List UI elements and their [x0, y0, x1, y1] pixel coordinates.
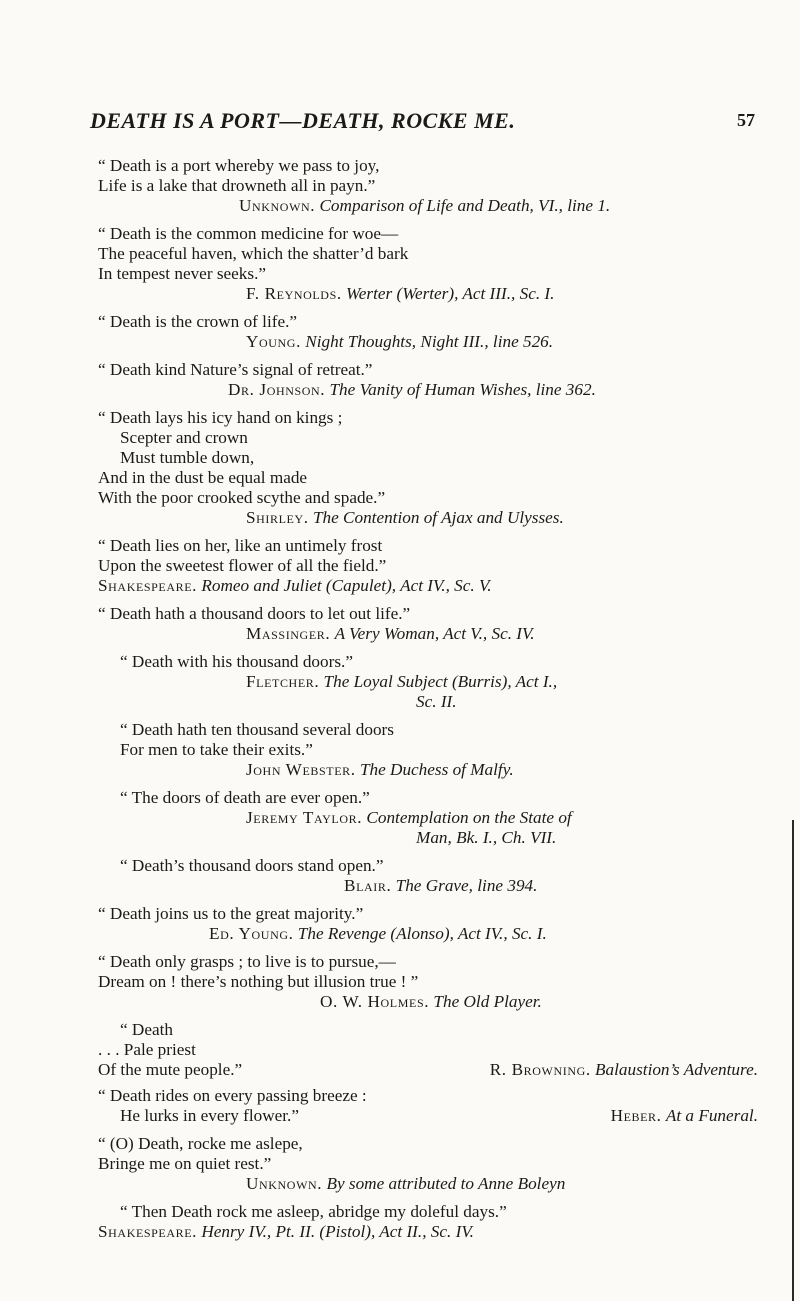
quote-line-with-attribution [98, 1060, 758, 1080]
author: F. Reynolds. [246, 284, 342, 303]
work-title: The Revenge (Alonso), Act IV., Sc. I. [297, 924, 547, 943]
quote-line: “ Death joins us to the great majority.” [98, 904, 364, 923]
author: Jeremy Taylor. [246, 808, 363, 827]
quote-line: He lurks in every flower.” [120, 1106, 299, 1125]
work-title: The Grave, line 394. [395, 876, 538, 895]
author: Ed. Young. [209, 924, 294, 943]
work-title: Romeo and Juliet (Capulet), Act IV., Sc. V. [201, 576, 492, 595]
author: Shirley. [246, 508, 309, 527]
work-title: The Old Player. [433, 992, 542, 1011]
quote-line: Must tumble down, [120, 448, 255, 467]
author: O. W. Holmes. [320, 992, 430, 1011]
quotation [98, 720, 758, 780]
author: John Webster. [246, 760, 356, 779]
attribution [98, 624, 758, 644]
quotation [98, 536, 758, 596]
quote-line: Scepter and crown [120, 428, 248, 447]
quotation [98, 788, 758, 848]
quote-line-with-attribution [98, 1106, 758, 1126]
quotation-list [98, 156, 758, 1250]
quote-line: For men to take their exits.” [120, 740, 313, 759]
quote-line: “ Death is the crown of life.” [98, 312, 298, 331]
work-title: Contemplation on the State of [366, 808, 572, 827]
quote-line: Dream on ! there’s nothing but illusion true ! ” [98, 972, 419, 991]
quotation [98, 224, 758, 304]
page-edge-shadow [792, 820, 794, 1301]
work-title-continued: Man, Bk. I., Ch. VII. [416, 828, 557, 847]
quote-line: “ Death is a port whereby we pass to joy, [98, 156, 380, 175]
quote-line: In tempest never seeks.” [98, 264, 266, 283]
work-title: Henry IV., Pt. II. (Pistol), Act II., Sc. IV. [201, 1222, 474, 1241]
attribution [98, 508, 758, 528]
attribution [98, 924, 758, 944]
quotation [98, 856, 758, 896]
quote-line: “ Death hath ten thousand several doors [120, 720, 394, 739]
attribution [98, 332, 758, 352]
work-title: By some attributed to Anne Boleyn [326, 1174, 566, 1193]
quote-line: “ (O) Death, rocke me aslepe, [98, 1134, 303, 1153]
quotation [98, 312, 758, 352]
running-title: DEATH IS A PORT—DEATH, ROCKE ME. [90, 108, 516, 133]
attribution [98, 760, 758, 780]
attribution [98, 672, 758, 692]
attribution [98, 196, 758, 216]
attribution [98, 808, 758, 828]
author: Young. [246, 332, 301, 351]
quotation [98, 604, 758, 644]
quotation [98, 904, 758, 944]
quote-line: And in the dust be equal made [98, 468, 308, 487]
quotation [98, 1202, 758, 1242]
quote-line: “ Then Death rock me asleep, abridge my doleful days.” [120, 1202, 507, 1221]
attribution [98, 576, 758, 596]
work-title: Night Thoughts, Night III., line 526. [305, 332, 554, 351]
work-title: Werter (Werter), Act III., Sc. I. [346, 284, 555, 303]
work-title: A Very Woman, Act V., Sc. IV. [334, 624, 535, 643]
attribution [98, 992, 758, 1012]
quote-line: “ Death rides on every passing breeze : [98, 1086, 367, 1105]
quote-line: Upon the sweetest flower of all the field.” [98, 556, 387, 575]
author: Heber. [610, 1106, 662, 1125]
attribution [611, 1106, 758, 1126]
quote-line: With the poor crooked scythe and spade.” [98, 488, 386, 507]
quotation [98, 360, 758, 400]
work-title: Comparison of Life and Death, VI., line 1. [319, 196, 611, 215]
page-number: 57 [737, 110, 755, 130]
attribution [98, 380, 758, 400]
author: Unknown. [246, 1174, 323, 1193]
quote-line: . . . Pale priest [98, 1040, 196, 1059]
attribution [98, 1174, 758, 1194]
quote-line: “ The doors of death are ever open.” [120, 788, 370, 807]
author: Shakespeare. [98, 1222, 198, 1241]
quote-line: “ Death [120, 1020, 173, 1039]
quote-line: “ Death hath a thousand doors to let out life.” [98, 604, 411, 623]
author: R. Browning. [489, 1060, 591, 1079]
quote-line: The peaceful haven, which the shatter’d bark [98, 244, 409, 263]
quotation [98, 1134, 758, 1194]
author: Dr. Johnson. [228, 380, 326, 399]
work-title: The Contention of Ajax and Ulysses. [312, 508, 564, 527]
author: Blair. [344, 876, 392, 895]
quote-line: Of the mute people.” [98, 1060, 243, 1079]
quote-line: “ Death only grasps ; to live is to pursue,— [98, 952, 396, 971]
quote-line: Bringe me on quiet rest.” [98, 1154, 272, 1173]
quote-line: “ Death with his thousand doors.” [120, 652, 353, 671]
author: Massinger. [246, 624, 331, 643]
work-title-continued: Sc. II. [416, 692, 457, 711]
work-title: At a Funeral. [665, 1106, 758, 1125]
work-title: The Loyal Subject (Burris), Act I., [323, 672, 558, 691]
quote-line: “ Death lays his icy hand on kings ; [98, 408, 343, 427]
quote-line: “ Death kind Nature’s signal of retreat.” [98, 360, 373, 379]
attribution [490, 1060, 758, 1080]
quote-line: “ Death lies on her, like an untimely frost [98, 536, 383, 555]
quotation [98, 1020, 758, 1080]
work-title: The Vanity of Human Wishes, line 362. [329, 380, 596, 399]
quotation [98, 1086, 758, 1126]
attribution [98, 1222, 758, 1242]
page-header [90, 108, 755, 142]
quote-line: “ Death’s thousand doors stand open.” [120, 856, 384, 875]
quotation [98, 408, 758, 528]
author: Fletcher. [246, 672, 320, 691]
attribution [98, 284, 758, 304]
work-title: Balaustion’s Adventure. [595, 1060, 758, 1079]
quotation [98, 652, 758, 712]
author: Shakespeare. [98, 576, 198, 595]
attribution [98, 876, 758, 896]
work-title: The Duchess of Malfy. [359, 760, 514, 779]
quote-line: “ Death is the common medicine for woe— [98, 224, 399, 243]
quotation [98, 156, 758, 216]
quotation [98, 952, 758, 1012]
quote-line: Life is a lake that drowneth all in payn.” [98, 176, 376, 195]
author: Unknown. [239, 196, 316, 215]
